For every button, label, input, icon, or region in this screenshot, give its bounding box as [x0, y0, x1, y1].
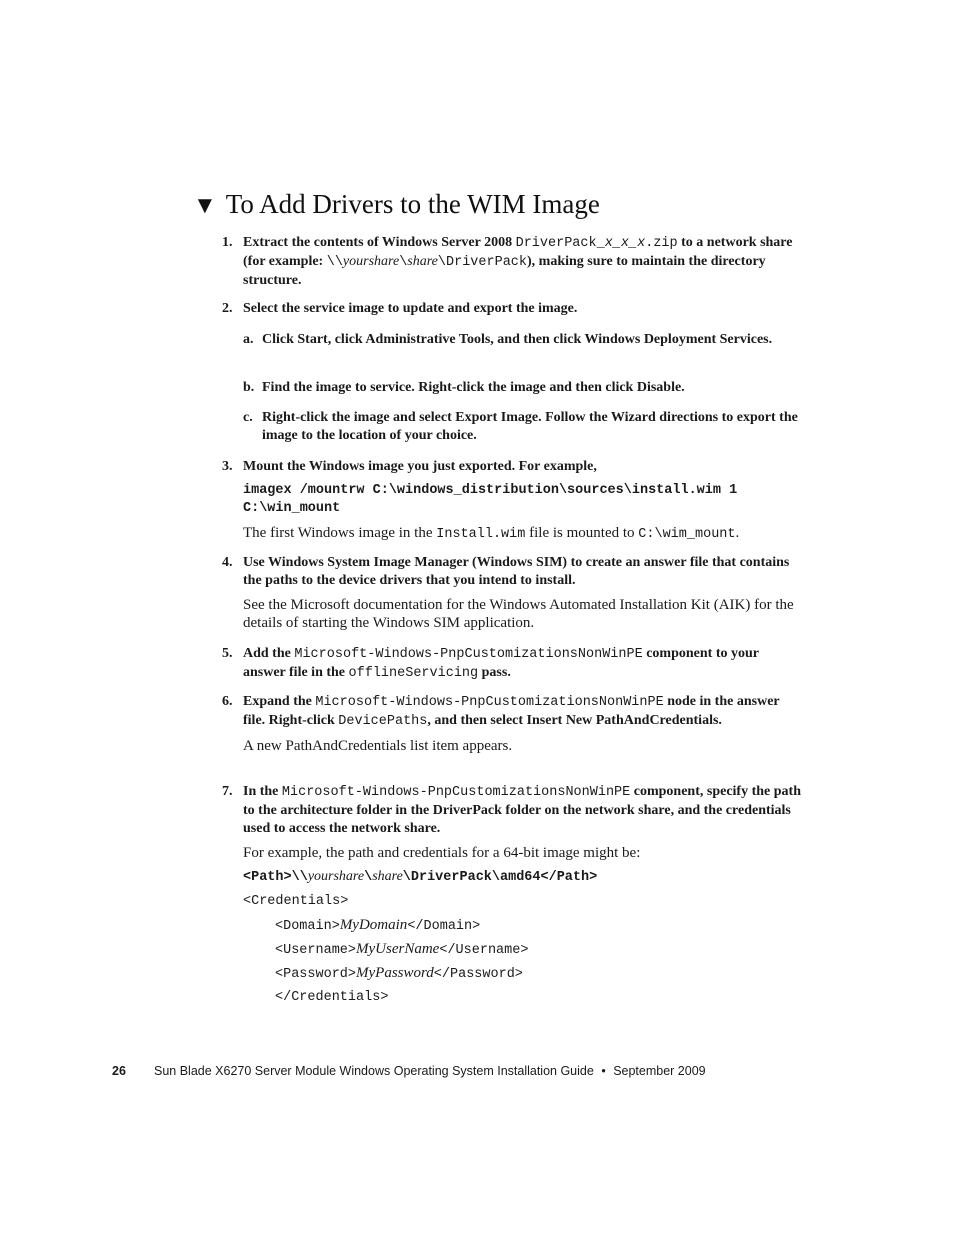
step-number: 2. — [222, 301, 233, 316]
example-credentials-close: </Credentials> — [275, 990, 389, 1005]
step-number: 5. — [222, 646, 233, 661]
step-instruction: Extract the contents of Windows Server 2008 DriverPack_x_x_x.zip to a network share (for example: \\yourshare\share\DriverPack), making sure to maintain the directory structure. — [243, 235, 793, 288]
step-note: A new PathAndCredentials list item appears. — [243, 738, 513, 754]
example-username-line: <Username>MyUserName</Username> — [275, 941, 529, 958]
substep-instruction: Click Start, click Administrative Tools, and then click Windows Deployment Services. — [262, 332, 773, 347]
example-password-line: <Password>MyPassword</Password> — [275, 965, 523, 982]
step-instruction: Add the Microsoft-Windows-PnpCustomizationsNonWinPE component to your answer file in the offlineServicing pass. — [243, 646, 759, 681]
example-path-line: <Path>\\yourshare\share\DriverPack\amd64</Path> — [243, 869, 598, 885]
step-note: See the Microsoft documentation for the Windows Automated Installation Kit (AIK) for the details of starting the Windows SIM application. — [243, 597, 794, 631]
substep-b — [243, 379, 803, 397]
step-instruction: Select the service image to update and export the image. — [243, 301, 578, 316]
substep-instruction: Find the image to service. Right-click the image and then click Disable. — [262, 380, 685, 395]
page-number: 26 — [112, 1064, 126, 1078]
step-note: For example, the path and credentials for a 64-bit image might be: — [243, 845, 641, 861]
step-number: 1. — [222, 235, 233, 250]
step-instruction: Use Windows System Image Manager (Windows SIM) to create an answer file that contains the paths to the device drivers that you intend to install. — [243, 555, 790, 588]
step-number: 3. — [222, 459, 233, 474]
step-6 — [222, 693, 803, 755]
command-example: imagex /mountrw C:\windows_distribution\sources\install.wim 1 C:\win_mount — [243, 483, 738, 516]
step-number: 7. — [222, 784, 233, 799]
step-instruction: Expand the Microsoft-Windows-PnpCustomizationsNonWinPE node in the answer file. Right-click DevicePaths, and then select Insert New PathAndCredentials. — [243, 694, 780, 729]
triangle-down-icon: ▼ — [193, 193, 217, 219]
substep-c — [243, 409, 803, 445]
heading-title: To Add Drivers to the WIM Image — [225, 189, 600, 219]
step-instruction: In the Microsoft-Windows-PnpCustomizationsNonWinPE component, specify the path to the architecture folder in the DriverPack folder on the network share, and the credentials used to access the network share. — [243, 784, 801, 836]
procedure-heading — [193, 187, 600, 223]
footer-separator: • — [601, 1064, 606, 1078]
step-4 — [222, 554, 803, 632]
substep-instruction: Right-click the image and select Export Image. Follow the Wizard directions to export the image to the location of your choice. — [262, 410, 798, 443]
step-instruction: Mount the Windows image you just exported. For example, — [243, 459, 597, 474]
step-2 — [222, 300, 803, 318]
step-1 — [222, 234, 803, 290]
substep-letter: a. — [243, 332, 254, 347]
example-credentials-open: <Credentials> — [243, 894, 349, 909]
step-3 — [222, 458, 803, 544]
step-7 — [222, 783, 803, 862]
substep-letter: b. — [243, 380, 255, 395]
substep-letter: c. — [243, 410, 253, 425]
page-footer — [112, 1063, 706, 1079]
footer-date: September 2009 — [613, 1064, 706, 1078]
example-domain-line: <Domain>MyDomain</Domain> — [275, 917, 481, 934]
footer-title: Sun Blade X6270 Server Module Windows Operating System Installation Guide — [154, 1064, 594, 1078]
step-5 — [222, 645, 803, 683]
step-number: 4. — [222, 555, 233, 570]
substep-a — [243, 331, 803, 349]
step-number: 6. — [222, 694, 233, 709]
step-note: The first Windows image in the Install.wim file is mounted to C:\wim_mount. — [243, 525, 740, 542]
